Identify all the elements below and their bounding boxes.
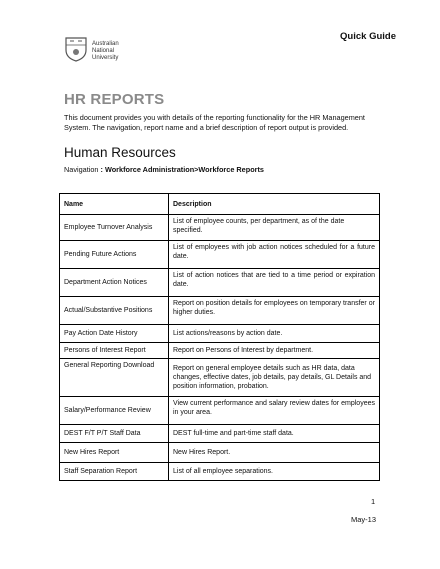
navigation-line: [64, 165, 264, 174]
report-name: Salary/Performance Review: [60, 397, 169, 425]
logo-line: University: [92, 54, 119, 61]
report-name: General Reporting Download: [60, 359, 169, 397]
report-description: List of action notices that are tied to a time period or expiration date.: [169, 269, 380, 297]
table-row: [60, 463, 380, 481]
table-row: [60, 425, 380, 443]
intro-paragraph: This document provides you with details of the reporting functionality for the HR Management System. The navigation, report name and a brief description of report output is provided.: [64, 113, 365, 132]
document-title: HR REPORTS: [64, 91, 165, 108]
table-row: [60, 269, 380, 297]
report-name: Staff Separation Report: [60, 463, 169, 481]
navigation-label: Navigation: [64, 165, 99, 174]
university-logo: [64, 36, 126, 68]
report-description: View current performance and salary review dates for employees in your area.: [169, 397, 380, 425]
report-description: New Hires Report.: [169, 443, 380, 463]
report-description: Report on general employee details such as HR data, data changes, effective dates, job details, pay details, GL Details and position information, probation.: [169, 359, 380, 397]
table-row: [60, 359, 380, 397]
section-heading: Human Resources: [64, 145, 176, 160]
table-row: [60, 397, 380, 425]
report-description: List of employee counts, per department, as of the date specified.: [169, 215, 380, 241]
reports-table: [59, 193, 380, 481]
table-row: [60, 443, 380, 463]
navigation-path: : Workforce Administration>Workforce Reports: [100, 165, 264, 174]
column-header-description: Description: [169, 194, 380, 215]
table-row: [60, 215, 380, 241]
report-name: New Hires Report: [60, 443, 169, 463]
quick-guide-label: Quick Guide: [340, 31, 396, 42]
report-name: Department Action Notices: [60, 269, 169, 297]
report-name: Pending Future Actions: [60, 241, 169, 269]
table-row: [60, 325, 380, 343]
report-description: DEST full-time and part-time staff data.: [169, 425, 380, 443]
table-row: [60, 343, 380, 359]
report-name: Actual/Substantive Positions: [60, 297, 169, 325]
report-description: List actions/reasons by action date.: [169, 325, 380, 343]
table-row: [60, 241, 380, 269]
report-description: Report on position details for employees on temporary transfer or higher duties.: [169, 297, 380, 325]
crest-icon: [64, 36, 88, 62]
report-name: Persons of Interest Report: [60, 343, 169, 359]
report-name: Employee Turnover Analysis: [60, 215, 169, 241]
table-header-row: [60, 194, 380, 215]
column-header-name: Name: [60, 194, 169, 215]
report-description: Report on Persons of Interest by department.: [169, 343, 380, 359]
logo-line: National: [92, 47, 115, 54]
university-name: [92, 41, 119, 61]
footer-date: May-13: [351, 515, 377, 524]
report-description: List of all employee separations.: [169, 463, 380, 481]
report-description: List of employees with job action notices scheduled for a future date.: [169, 241, 380, 269]
table-row: [60, 297, 380, 325]
logo-line: Australian: [92, 41, 119, 47]
report-name: DEST F/T P/T Staff Data: [60, 425, 169, 443]
page-number: 1: [371, 497, 376, 506]
report-name: Pay Action Date History: [60, 325, 169, 343]
